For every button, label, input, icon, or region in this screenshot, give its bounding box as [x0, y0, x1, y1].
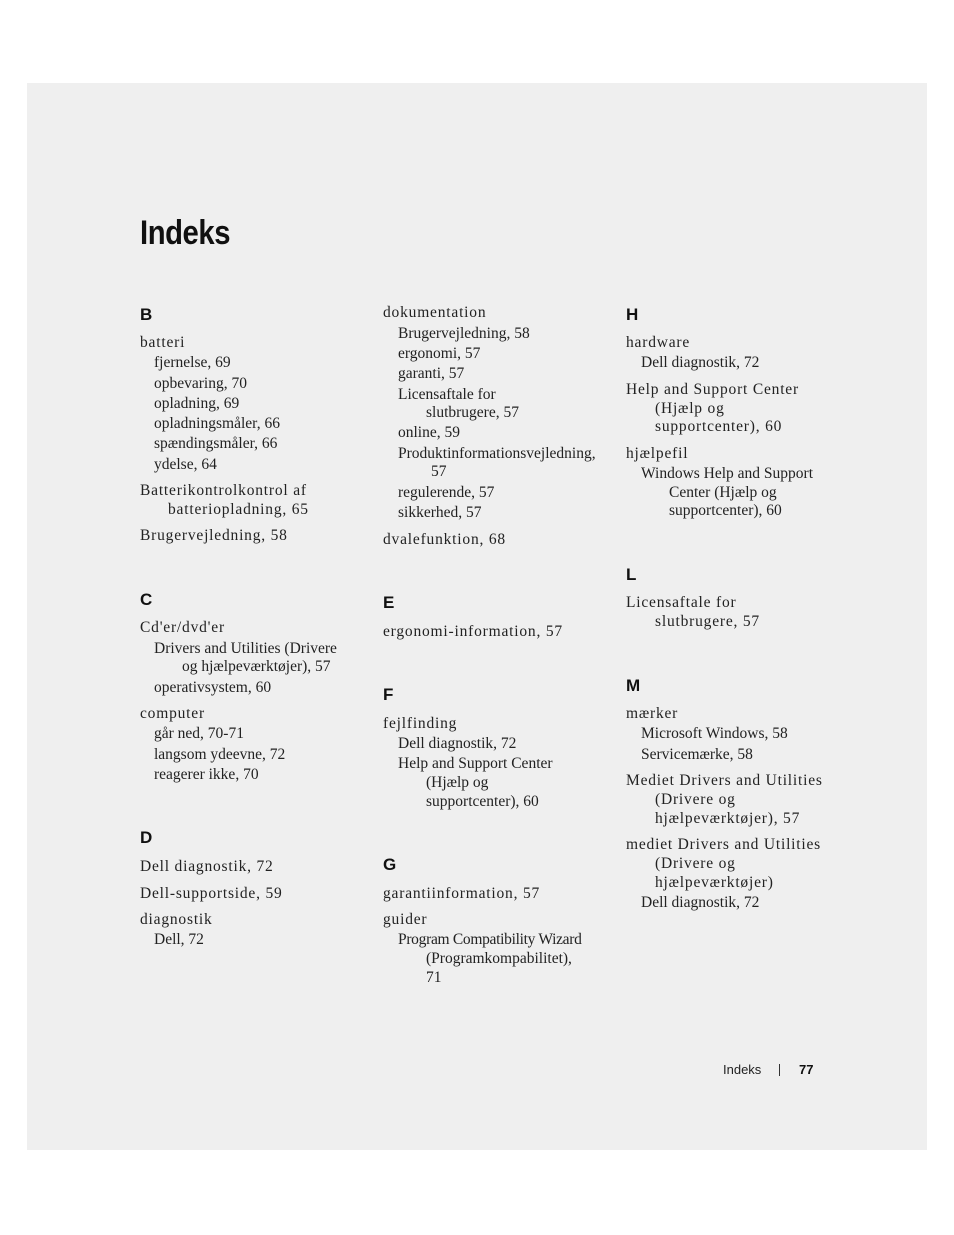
index-subentry: Dell diagnostik, 72: [398, 735, 517, 752]
index-entry: mærker: [626, 705, 679, 722]
page-number: 77: [799, 1062, 814, 1077]
index-subentry: ydelse, 64: [154, 456, 217, 473]
index-entry: fejlfinding: [383, 715, 458, 732]
index-subentry: opbevaring, 70: [154, 375, 247, 392]
index-subentry-continuation: (Programkompabilitet),: [426, 950, 572, 967]
index-subentry-continuation: Center (Hjælp og: [669, 484, 777, 501]
section-letter-b: B: [140, 305, 153, 324]
index-subentry: Servicemærke, 58: [641, 746, 753, 763]
index-entry: Dell-supportside, 59: [140, 885, 283, 902]
index-entry: computer: [140, 705, 205, 722]
index-subentry-continuation: 57: [431, 463, 447, 480]
index-subentry: Dell diagnostik, 72: [641, 354, 760, 371]
index-subentry: Drivers and Utilities (Drivere: [154, 640, 337, 657]
index-entry-continuation: (Hjælp og: [655, 400, 725, 417]
index-entry-continuation: (Drivere og: [655, 791, 736, 808]
index-entry: batteri: [140, 334, 186, 351]
index-entry: guider: [383, 911, 428, 928]
index-entry: diagnostik: [140, 911, 213, 928]
index-subentry-continuation: 71: [426, 969, 442, 986]
index-subentry: ergonomi, 57: [398, 345, 481, 362]
index-subentry: fjernelse, 69: [154, 354, 231, 371]
index-subentry: Licensaftale for: [398, 386, 496, 403]
index-entry: Cd'er/dvd'er: [140, 619, 225, 636]
index-subentry: Dell diagnostik, 72: [641, 894, 760, 911]
index-subentry: spændingsmåler, 66: [154, 435, 278, 452]
index-subentry: Microsoft Windows, 58: [641, 725, 788, 742]
index-subentry: operativsystem, 60: [154, 679, 272, 696]
page-title: Indeks: [140, 214, 231, 252]
index-subentry-continuation: (Hjælp og: [426, 774, 489, 791]
index-entry-continuation: supportcenter), 60: [655, 418, 783, 435]
index-entry: dvalefunktion, 68: [383, 531, 506, 548]
section-letter-m: M: [626, 676, 641, 695]
index-subentry-continuation: og hjælpeværktøjer), 57: [182, 658, 331, 675]
index-subentry: reagerer ikke, 70: [154, 766, 259, 783]
index-subentry: Produktinformationsvejledning,: [398, 445, 596, 462]
index-entry: Brugervejledning, 58: [140, 527, 288, 544]
index-entry: Help and Support Center: [626, 381, 799, 398]
index-subentry: Help and Support Center: [398, 755, 553, 772]
index-subentry: Dell, 72: [154, 931, 204, 948]
index-entry: Dell diagnostik, 72: [140, 858, 274, 875]
section-letter-g: G: [383, 855, 397, 874]
index-subentry: online, 59: [398, 424, 460, 441]
index-subentry: Program Compatibility Wizard: [398, 931, 582, 948]
index-subentry: Brugervejledning, 58: [398, 325, 530, 342]
index-entry-continuation: (Drivere og: [655, 855, 736, 872]
index-subentry: Windows Help and Support: [641, 465, 814, 482]
index-entry: Batterikontrolkontrol af: [140, 482, 307, 499]
index-entry: garantiinformation, 57: [383, 885, 541, 902]
section-letter-h: H: [626, 305, 639, 324]
index-entry-continuation: batteriopladning, 65: [168, 501, 309, 518]
index-subentry: opladning, 69: [154, 395, 240, 412]
footer-label: Indeks: [723, 1062, 762, 1077]
index-entry: mediet Drivers and Utilities: [626, 836, 822, 853]
index-subentry: går ned, 70-71: [154, 725, 244, 742]
index-subentry: regulerende, 57: [398, 484, 495, 501]
section-letter-f: F: [383, 685, 394, 704]
section-letter-e: E: [383, 593, 395, 612]
footer-divider: [779, 1064, 780, 1076]
index-subentry: sikkerhed, 57: [398, 504, 482, 521]
index-subentry-continuation: slutbrugere, 57: [426, 404, 519, 421]
index-entry-continuation: hjælpeværktøjer): [655, 874, 774, 891]
index-entry: dokumentation: [383, 304, 487, 321]
index-subentry-continuation: supportcenter), 60: [426, 793, 539, 810]
index-entry: hardware: [626, 334, 691, 351]
index-entry: Licensaftale for: [626, 594, 737, 611]
index-entry-continuation: slutbrugere, 57: [655, 613, 760, 630]
index-entry-continuation: hjælpeværktøjer), 57: [655, 810, 801, 827]
index-subentry: opladningsmåler, 66: [154, 415, 280, 432]
section-letter-d: D: [140, 828, 153, 847]
index-subentry: langsom ydeevne, 72: [154, 746, 286, 763]
index-subentry-continuation: supportcenter), 60: [669, 502, 782, 519]
index-subentry: garanti, 57: [398, 365, 465, 382]
index-entry: Mediet Drivers and Utilities: [626, 772, 823, 789]
index-entry: hjælpefil: [626, 445, 689, 462]
section-letter-l: L: [626, 565, 637, 584]
index-entry: ergonomi-information, 57: [383, 623, 563, 640]
section-letter-c: C: [140, 590, 153, 609]
